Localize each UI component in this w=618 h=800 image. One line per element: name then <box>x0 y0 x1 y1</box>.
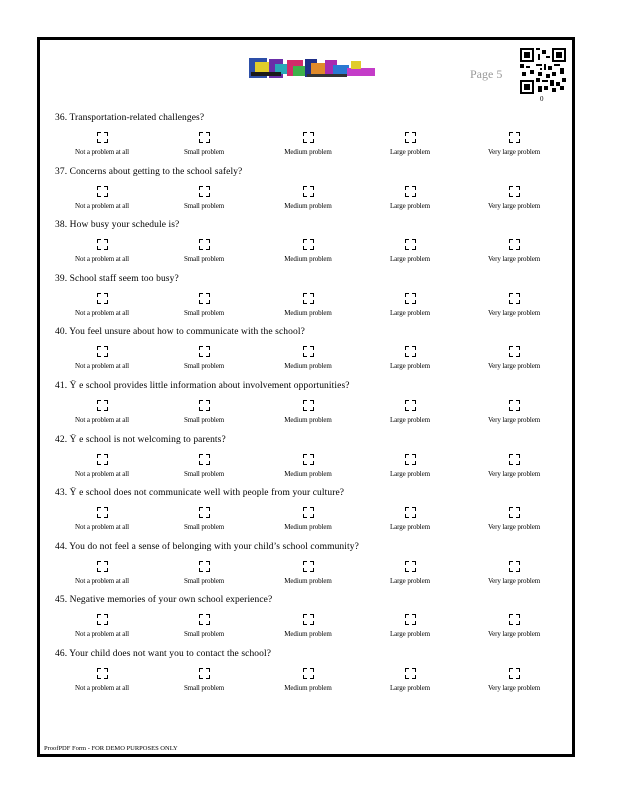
answer-option[interactable] <box>355 400 465 424</box>
answer-option[interactable] <box>149 614 259 638</box>
answer-option-label: Very large problem <box>487 576 541 585</box>
answer-option[interactable] <box>253 293 363 317</box>
answer-checkbox[interactable] <box>199 293 210 304</box>
question-row <box>52 541 572 595</box>
answer-option[interactable] <box>149 561 259 585</box>
answer-option-label: Medium problem <box>284 308 332 317</box>
question-label: 38. How busy your schedule is? <box>55 220 180 231</box>
answer-checkbox[interactable] <box>509 346 520 357</box>
answer-checkbox[interactable] <box>509 668 520 679</box>
answer-option[interactable] <box>253 561 363 585</box>
answer-checkbox[interactable] <box>303 346 314 357</box>
question-label: 46. Your child does not want you to contact the school? <box>55 648 272 659</box>
answer-option[interactable] <box>253 346 363 370</box>
answer-option[interactable] <box>355 239 465 263</box>
answer-option-label: Medium problem <box>284 630 332 639</box>
answer-option-label: Not a problem at all <box>75 630 129 639</box>
answer-option-label: Large problem <box>390 683 430 692</box>
answer-option-label: Small problem <box>183 523 225 532</box>
question-row <box>52 434 572 488</box>
answer-option-label: Not a problem at all <box>75 308 129 317</box>
answer-checkbox[interactable] <box>199 186 210 197</box>
answer-checkbox[interactable] <box>405 507 416 518</box>
answer-option-label: Medium problem <box>284 523 332 532</box>
question-list <box>52 112 572 702</box>
answer-checkbox[interactable] <box>509 507 520 518</box>
answer-option-label: Not a problem at all <box>75 523 129 532</box>
answer-option[interactable] <box>459 132 569 156</box>
qr-code-number: 0 <box>540 95 544 103</box>
answer-checkbox[interactable] <box>303 507 314 518</box>
answer-option-label: Large problem <box>390 201 430 210</box>
answer-checkbox[interactable] <box>303 614 314 625</box>
answer-checkbox[interactable] <box>405 346 416 357</box>
answer-checkbox[interactable] <box>199 400 210 411</box>
question-row <box>52 112 572 166</box>
answer-checkbox[interactable] <box>199 132 210 143</box>
answer-checkbox[interactable] <box>405 614 416 625</box>
answer-option-label: Very large problem <box>487 683 541 692</box>
answer-checkbox[interactable] <box>405 293 416 304</box>
answer-option[interactable] <box>253 507 363 531</box>
question-row <box>52 273 572 327</box>
answer-option-label: Large problem <box>390 469 430 478</box>
answer-option-label: Small problem <box>183 576 225 585</box>
answer-option[interactable] <box>149 239 259 263</box>
answer-option-label: Small problem <box>183 415 225 424</box>
answer-checkbox[interactable] <box>97 614 108 625</box>
answer-option[interactable] <box>459 239 569 263</box>
question-label: 39. School staff seem too busy? <box>55 273 179 284</box>
answer-option-label: Small problem <box>183 683 225 692</box>
footer-text: ProofPDF Form - FOR DEMO PURPOSES ONLY <box>44 745 178 752</box>
question-row <box>52 326 572 380</box>
question-row <box>52 166 572 220</box>
answer-checkbox[interactable] <box>509 561 520 572</box>
answer-checkbox[interactable] <box>303 293 314 304</box>
answer-checkbox[interactable] <box>509 400 520 411</box>
answer-option[interactable] <box>47 132 157 156</box>
question-row <box>52 487 572 541</box>
answer-option-label: Very large problem <box>487 201 541 210</box>
answer-option[interactable] <box>459 293 569 317</box>
answer-option-label: Very large problem <box>487 523 541 532</box>
answer-option-label: Large problem <box>390 630 430 639</box>
question-label: 43. Ÿ e school does not communicate well with people from your culture? <box>55 488 345 499</box>
header-logo-image <box>247 56 377 82</box>
answer-option[interactable] <box>149 668 259 692</box>
answer-checkbox[interactable] <box>97 668 108 679</box>
answer-option-label: Very large problem <box>487 415 541 424</box>
answer-option-label: Very large problem <box>487 469 541 478</box>
answer-option[interactable] <box>459 400 569 424</box>
answer-option-label: Not a problem at all <box>75 148 129 156</box>
answer-option[interactable] <box>355 507 465 531</box>
answer-checkbox[interactable] <box>303 668 314 679</box>
answer-option-label: Very large problem <box>487 362 541 371</box>
answer-checkbox[interactable] <box>509 132 520 143</box>
answer-option-label: Large problem <box>390 362 430 371</box>
answer-checkbox[interactable] <box>97 132 108 143</box>
answer-option[interactable] <box>355 186 465 210</box>
answer-checkbox[interactable] <box>97 293 108 304</box>
answer-option-label: Medium problem <box>284 469 332 478</box>
answer-option[interactable] <box>149 186 259 210</box>
answer-option-label: Not a problem at all <box>75 201 129 210</box>
answer-option[interactable] <box>355 614 465 638</box>
answer-checkbox[interactable] <box>97 346 108 357</box>
question-row <box>52 380 572 434</box>
answer-checkbox[interactable] <box>303 561 314 572</box>
answer-option-label: Medium problem <box>284 683 332 692</box>
answer-option-label: Medium problem <box>284 415 332 424</box>
answer-option[interactable] <box>355 668 465 692</box>
answer-option[interactable] <box>355 293 465 317</box>
question-row <box>52 219 572 273</box>
answer-checkbox[interactable] <box>405 186 416 197</box>
answer-option[interactable] <box>149 454 259 478</box>
answer-option-label: Large problem <box>390 148 430 156</box>
answer-option[interactable] <box>149 507 259 531</box>
answer-option[interactable] <box>47 454 157 478</box>
answer-checkbox[interactable] <box>199 239 210 250</box>
answer-option-label: Medium problem <box>284 576 332 585</box>
question-row <box>52 648 572 702</box>
answer-checkbox[interactable] <box>405 400 416 411</box>
answer-checkbox[interactable] <box>405 239 416 250</box>
question-label: 37. Concerns about getting to the school safely? <box>55 166 243 177</box>
answer-option[interactable] <box>253 668 363 692</box>
answer-option-label: Large problem <box>390 308 430 317</box>
answer-option[interactable] <box>149 293 259 317</box>
answer-option[interactable] <box>253 132 363 156</box>
answer-option[interactable] <box>47 668 157 692</box>
answer-checkbox[interactable] <box>303 239 314 250</box>
answer-option[interactable] <box>355 561 465 585</box>
answer-option-label: Small problem <box>183 255 225 264</box>
answer-checkbox[interactable] <box>509 614 520 625</box>
answer-option-label: Not a problem at all <box>75 415 129 424</box>
answer-checkbox[interactable] <box>509 293 520 304</box>
answer-option[interactable] <box>47 507 157 531</box>
answer-checkbox[interactable] <box>97 186 108 197</box>
answer-option[interactable] <box>459 668 569 692</box>
answer-option[interactable] <box>459 507 569 531</box>
answer-option[interactable] <box>253 186 363 210</box>
answer-option[interactable] <box>459 186 569 210</box>
answer-checkbox[interactable] <box>509 239 520 250</box>
answer-checkbox[interactable] <box>405 454 416 465</box>
answer-option[interactable] <box>459 614 569 638</box>
answer-option[interactable] <box>355 454 465 478</box>
answer-option-label: Not a problem at all <box>75 255 129 264</box>
answer-option[interactable] <box>459 346 569 370</box>
answer-option[interactable] <box>459 561 569 585</box>
question-label: 44. You do not feel a sense of belonging with your child’s school community? <box>55 541 359 552</box>
answer-option-label: Not a problem at all <box>75 362 129 371</box>
answer-option[interactable] <box>253 239 363 263</box>
answer-option[interactable] <box>355 132 465 156</box>
answer-checkbox[interactable] <box>199 561 210 572</box>
question-label: 42. Ÿ e school is not welcoming to parents? <box>55 434 226 445</box>
answer-checkbox[interactable] <box>199 346 210 357</box>
answer-option[interactable] <box>47 614 157 638</box>
answer-checkbox[interactable] <box>303 454 314 465</box>
answer-option-label: Very large problem <box>487 630 541 639</box>
answer-checkbox[interactable] <box>405 561 416 572</box>
question-label: 45. Negative memories of your own school experience? <box>55 595 273 606</box>
answer-option[interactable] <box>253 614 363 638</box>
answer-option-label: Large problem <box>390 415 430 424</box>
page-number: Page 5 <box>470 67 503 81</box>
answer-option[interactable] <box>47 239 157 263</box>
answer-option-label: Very large problem <box>487 308 541 317</box>
answer-option[interactable] <box>47 293 157 317</box>
question-label: 36. Transportation-related challenges? <box>55 113 205 123</box>
question-label: 41. Ÿ e school provides little information about involvement opportunities? <box>55 380 350 391</box>
answer-option-label: Small problem <box>183 362 225 371</box>
answer-option-label: Medium problem <box>284 255 332 264</box>
answer-option-label: Small problem <box>183 201 225 210</box>
answer-checkbox[interactable] <box>405 132 416 143</box>
answer-option[interactable] <box>253 454 363 478</box>
answer-option[interactable] <box>47 400 157 424</box>
question-label: 40. You feel unsure about how to communicate with the school? <box>55 327 305 338</box>
answer-checkbox[interactable] <box>199 507 210 518</box>
answer-option[interactable] <box>355 346 465 370</box>
answer-checkbox[interactable] <box>509 454 520 465</box>
answer-checkbox[interactable] <box>303 400 314 411</box>
answer-option-label: Small problem <box>183 308 225 317</box>
answer-checkbox[interactable] <box>97 454 108 465</box>
answer-option-label: Small problem <box>183 469 225 478</box>
answer-option[interactable] <box>47 186 157 210</box>
answer-option-label: Large problem <box>390 576 430 585</box>
answer-checkbox[interactable] <box>97 561 108 572</box>
answer-option-label: Not a problem at all <box>75 683 129 692</box>
answer-option[interactable] <box>149 132 259 156</box>
answer-option[interactable] <box>253 400 363 424</box>
answer-option-label: Medium problem <box>284 362 332 371</box>
answer-checkbox[interactable] <box>97 400 108 411</box>
answer-checkbox[interactable] <box>405 668 416 679</box>
answer-checkbox[interactable] <box>303 186 314 197</box>
answer-option[interactable] <box>459 454 569 478</box>
answer-option[interactable] <box>47 346 157 370</box>
answer-checkbox[interactable] <box>199 668 210 679</box>
answer-checkbox[interactable] <box>97 507 108 518</box>
answer-option-label: Large problem <box>390 523 430 532</box>
answer-option-label: Large problem <box>390 255 430 264</box>
answer-option-label: Not a problem at all <box>75 576 129 585</box>
answer-checkbox[interactable] <box>303 132 314 143</box>
answer-option-label: Medium problem <box>284 201 332 210</box>
answer-option-label: Small problem <box>183 630 225 639</box>
question-row <box>52 594 572 648</box>
answer-option[interactable] <box>149 400 259 424</box>
qr-code-image <box>520 48 566 94</box>
answer-option-label: Small problem <box>183 148 225 156</box>
answer-option-label: Very large problem <box>487 148 541 156</box>
answer-option[interactable] <box>47 561 157 585</box>
answer-option[interactable] <box>149 346 259 370</box>
answer-checkbox[interactable] <box>97 239 108 250</box>
answer-checkbox[interactable] <box>199 614 210 625</box>
answer-checkbox[interactable] <box>509 186 520 197</box>
answer-option-label: Very large problem <box>487 255 541 264</box>
answer-checkbox[interactable] <box>199 454 210 465</box>
answer-option-label: Not a problem at all <box>75 469 129 478</box>
answer-option-label: Medium problem <box>284 148 332 156</box>
